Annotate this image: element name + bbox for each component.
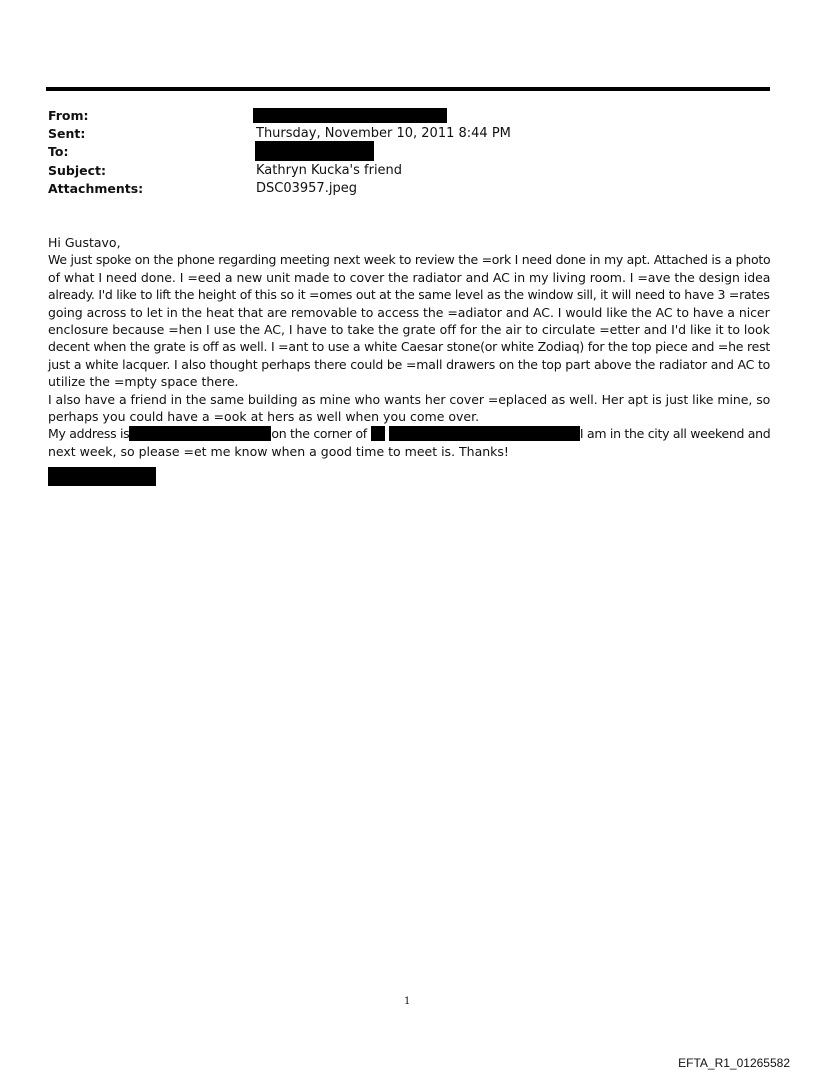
bates-stamp: EFTA_R1_01265582: [678, 1056, 790, 1070]
address-line: [48, 425, 770, 442]
page-number: 1: [404, 996, 411, 1007]
body-line: We just spoke on the phone regarding meeting next week to review the =ork I need done in my apt. Attached is a photo: [48, 252, 771, 268]
address-prefix: My address is: [48, 426, 130, 442]
body-line: already. I'd like to lift the height of this so it =omes out at the same level as the window sill, it will need to have 3 =rates: [48, 287, 770, 303]
city-text: I am in the city all weekend and: [579, 426, 771, 442]
subject-value: Kathryn Kucka's friend: [256, 163, 403, 178]
sent-value: Thursday, November 10, 2011 8:44 PM: [256, 126, 511, 141]
to-redaction: [255, 141, 374, 161]
body-line: utilize the =mpty space there.: [48, 374, 239, 390]
greeting: Hi Gustavo,: [48, 235, 121, 250]
email-body: [48, 234, 770, 460]
body-line: enclosure because =hen I use the AC, I have to take the grate off for the air to circulate =etter and I'd like it to look: [48, 322, 770, 338]
from-redaction: [253, 108, 447, 123]
body-line: just a white lacquer. I also thought perhaps there could be =mall drawers on the top part above the radiator and AC to: [48, 356, 771, 372]
street-redaction-2: [389, 426, 580, 441]
attachments-value: DSC03957.jpeg: [256, 181, 357, 196]
body-line: of what I need done. I =eed a new unit made to cover the radiator and AC in my living room. I =ave the design idea: [48, 269, 771, 285]
body-line: I also have a friend in the same building as mine who wants her cover =eplaced as well. Her apt is just like mine, so: [48, 391, 771, 407]
body-line: decent when the grate is off as well. I =ant to use a white Caesar stone(or white Zodiaq) for the top piece and =he rest: [48, 339, 771, 355]
signature-redaction: [48, 467, 156, 486]
body-line: next week, so please =et me know when a good time to meet is. Thanks!: [48, 443, 509, 459]
street-redaction-1: [371, 426, 385, 441]
header-rule: [46, 87, 770, 91]
from-label: From:: [48, 108, 89, 123]
to-label: To:: [48, 144, 69, 159]
subject-label: Subject:: [48, 163, 106, 178]
address-redaction: [129, 426, 271, 441]
attachments-label: Attachments:: [48, 181, 144, 196]
body-line: going across to let in the heat that are removable to access the =adiator and AC. I would like the AC to have a nicer: [48, 304, 770, 320]
corner-text: on the corner of: [271, 426, 367, 442]
sent-label: Sent:: [48, 126, 86, 141]
body-line: perhaps you could have a =ook at hers as well when you come over.: [48, 409, 480, 425]
